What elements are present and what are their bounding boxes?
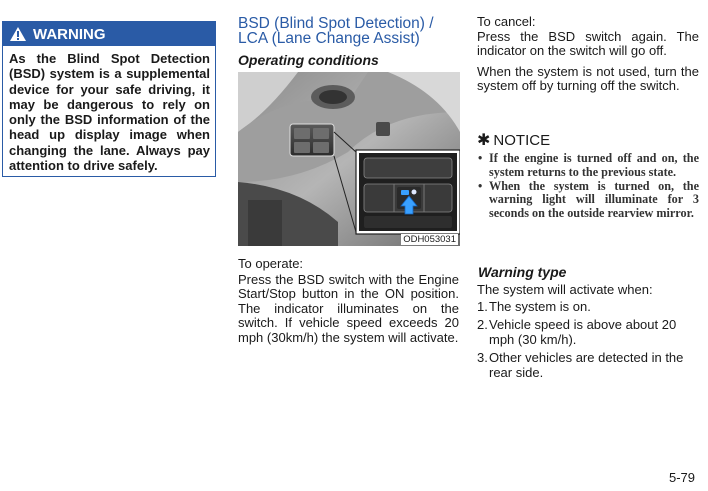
notice-item: • If the engine is turned off and on, the system returns to the previous state. [477, 152, 699, 180]
notice-list [477, 152, 699, 221]
cancel-text-2: When the system is not used, turn the system off by turning off the switch. [477, 63, 699, 94]
section-title: BSD (Blind Spot Detection) / LCA (Lane Change Assist) [238, 15, 434, 47]
image-code: ODH053031 [403, 234, 456, 245]
list-item: 1. The system is on. [477, 298, 591, 314]
operate-label: To operate: [238, 256, 304, 271]
operate-text: Press the BSD switch with the Engine Start/Stop button in the ON position. The indicator illuminates on the switch. If vehicle speed exceeds 20 mph (30km/h) the system will activate. [238, 271, 459, 345]
operating-conditions-heading: Operating conditions [238, 52, 379, 68]
list-item: 2. Vehicle speed is above about 20 mph (30 km/h). [477, 317, 677, 347]
warning-header [3, 22, 215, 46]
warning-text: As the Blind Spot Detection (BSD) system is a supplemental device for your safe driving, it may be dangerous to rely on only the BSD information of the head up display image when changing the lane. Always pay attention to drive safely. [9, 51, 210, 174]
bsd-switch-photo [238, 72, 460, 246]
notice-title: NOTICE [493, 131, 551, 149]
page-number: 5-79 [669, 470, 696, 485]
list-item: 3. Other vehicles are detected in the rear side. [477, 350, 684, 380]
warning-type-list [477, 300, 699, 381]
cancel-text: Press the BSD switch again. The indicator on the switch will go off. [477, 28, 699, 59]
warning-triangle-icon [9, 26, 27, 42]
notice-star-icon: ✱ [477, 132, 491, 149]
warning-type-heading: Warning type [478, 264, 567, 280]
warning-title: WARNING [33, 25, 106, 43]
cancel-section [477, 15, 699, 94]
warning-type-section [477, 283, 699, 385]
cancel-label: To cancel: [477, 14, 536, 29]
warning-type-intro: The system will activate when: [477, 282, 653, 297]
warning-box [2, 21, 216, 177]
notice-item: • When the system is turned on, the warning light will illuminate for 3 seconds on the outside rearview mirror. [477, 180, 699, 221]
operate-section [238, 257, 459, 346]
notice-heading [477, 130, 550, 150]
